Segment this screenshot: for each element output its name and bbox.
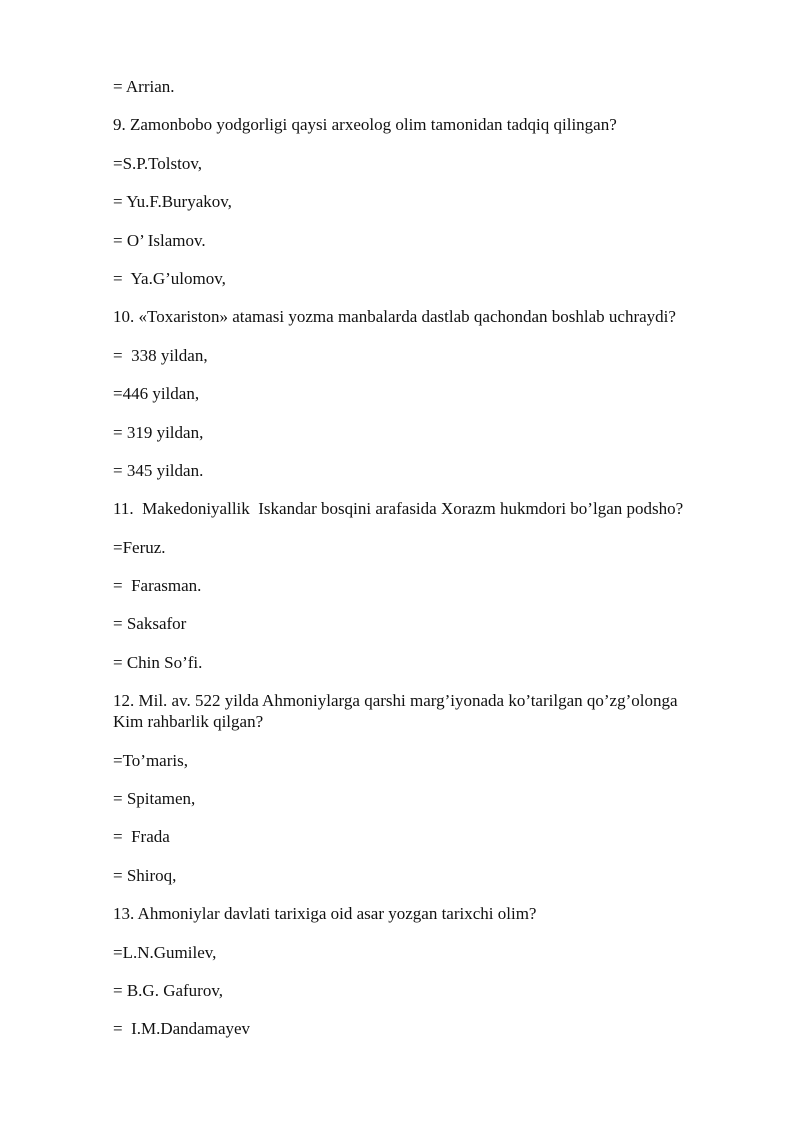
answer-option: =To’maris, <box>113 750 188 770</box>
answer-option: = Arrian. <box>113 77 175 96</box>
answer-option: =446 yildan, <box>113 384 200 404</box>
answer-option: =Feruz. <box>113 537 166 557</box>
answer-option: = Farasman. <box>113 576 202 596</box>
answer-option: = 338 yildan, <box>113 345 208 365</box>
answer-option: = Frada <box>113 827 170 847</box>
question-13: 13. Ahmoniylar davlati tarixiga oid asar yozgan tarixchi olim? <box>113 904 537 924</box>
answer-option: = 345 yildan. <box>113 460 204 480</box>
answer-option: = Ya.G’ulomov, <box>113 268 226 288</box>
question-12-continued: Kim rahbarlik qilgan? <box>113 712 264 732</box>
answer-option: = Spitamen, <box>113 789 196 809</box>
answer-option: =L.N.Gumilev, <box>113 942 217 962</box>
question-10: 10. «Toxariston» atamasi yozma manbalarda dastlab qachondan boshlab uchraydi? <box>113 307 676 327</box>
answer-option: = Shiroq, <box>113 865 177 885</box>
answer-option: = I.M.Dandamayev <box>113 1019 251 1039</box>
answer-option: = B.G. Gafurov, <box>113 980 223 1000</box>
answer-option: =S.P.Tolstov, <box>113 153 203 173</box>
question-12: 12. Mil. av. 522 yilda Ahmoniylarga qarshi marg’iyonada ko’tarilgan qo’zg’olonga <box>113 691 678 711</box>
answer-option: = Saksafor <box>113 614 187 634</box>
answer-option: = Yu.F.Buryakov, <box>113 192 232 212</box>
answer-option: = Chin So’fi. <box>113 652 203 672</box>
question-11: 11. Makedoniyallik Iskandar bosqini arafasida Xorazm hukmdori bo’lgan podsho? <box>113 499 684 519</box>
question-9: 9. Zamonbobo yodgorligi qaysi arxeolog olim tamonidan tadqiq qilingan? <box>113 115 617 135</box>
document-body <box>113 76 743 1039</box>
answer-option: = 319 yildan, <box>113 422 204 442</box>
answer-option: = O’ Islamov. <box>113 230 206 250</box>
